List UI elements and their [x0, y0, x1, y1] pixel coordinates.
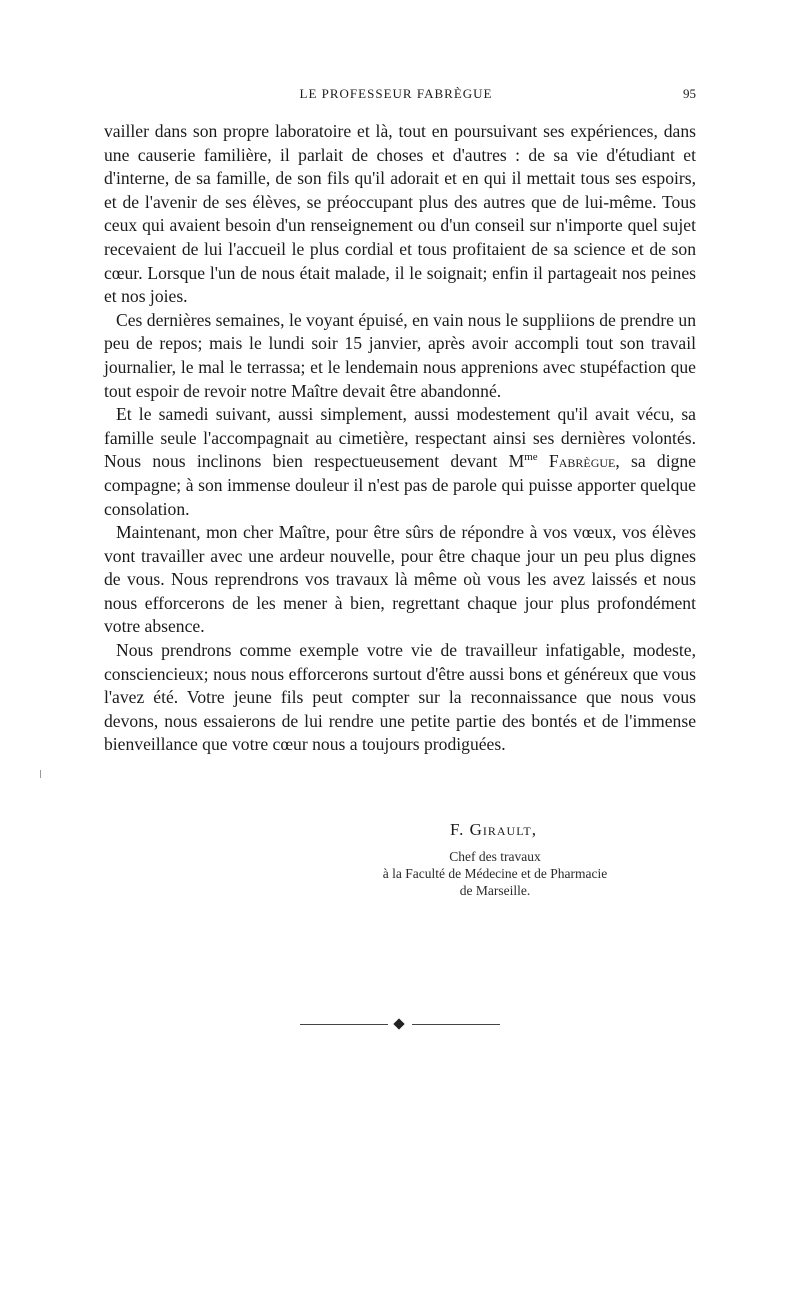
- ornament-rule-right: [412, 1024, 500, 1025]
- paragraph-4: Maintenant, mon cher Maître, pour être sûrs de répondre à vos vœux, vos élèves vont travailler avec une ardeur nouvelle, pour être chaque jour un peu plus dignes de vous. Nous reprendrons vos travaux là même où vous les avez laissés et nous nous efforcerons de les mener à bien, regrettant chaque jour plus profondément votre absence.: [104, 522, 696, 637]
- affiliation: [330, 848, 660, 899]
- affiliation-line-3: de Marseille.: [459, 883, 531, 898]
- ornament-rule-left: [300, 1024, 388, 1025]
- affiliation-line-1: Chef des travaux: [449, 849, 541, 864]
- affiliation-line-2: à la Faculté de Médecine et de Pharmacie: [382, 866, 608, 881]
- signature-initial: F.: [450, 820, 465, 839]
- end-ornament: [300, 1018, 500, 1032]
- margin-mark: [40, 770, 41, 778]
- diamond-icon: [393, 1018, 404, 1029]
- body-text: [104, 120, 696, 757]
- page-number: 95: [683, 86, 696, 101]
- name-fabregue: Fabrègue: [548, 451, 616, 472]
- paragraph-1: vailler dans son propre laboratoire et là, tout en poursuivant ses expériences, dans une causerie familière, il parlait de choses et d'autres : de sa vie d'étudiant et d'interne, de sa famille, de son fils qu'il adorait et en qui il mettait tous ses espoirs, et de l'avenir de ses élèves, se préoccupant plus des autres que de lui-même. Tous ceux qui avaient besoin d'un renseignement ou d'un conseil sur n'importe quel sujet recevaient de lui l'accueil le plus cordial et tous profitaient de sa science et de son cœur. Lorsque l'un de nous était malade, il le soignait; enfin il partageait nos peines et nos joies.: [104, 121, 696, 307]
- running-head: [96, 86, 696, 108]
- paragraph-5: Nous prendrons comme exemple votre vie de travailleur infatigable, modeste, consciencieux; nous nous efforcerons surtout d'être aussi bons et généreux que vous l'avez été. Votre jeune fils peut compter sur la reconnaissance que nous vous devons, nous essaierons de lui rendre une petite partie des bontés et de l'immense bienveillance que votre cœur nous a toujours prodiguées.: [104, 640, 696, 755]
- paragraph-3: Et le samedi suivant, aussi simplement, aussi modestement qu'il avait vécu, sa famille seule l'accompagnait au cimetière, respectant ainsi ses dernières volontés. Nous nous inclinons bien respectueusement devant $M^{me}$ Fabrègue, sa digne compagne; à son immense douleur il n'est pas de parole qui puisse apporter quelque consolation.: [104, 404, 696, 519]
- signature-name: Girault,: [469, 820, 538, 839]
- superscript-me: me: [524, 451, 538, 464]
- signature: [450, 820, 537, 840]
- running-title: LE PROFESSEUR FABRÈGUE: [299, 86, 493, 101]
- paragraph-2: Ces dernières semaines, le voyant épuisé, en vain nous le suppliions de prendre un peu de repos; mais le lundi soir 15 janvier, après avoir accompli tout son travail journalier, le mal le terrassa; et le lendemain nous apprenions avec stupéfaction que tout espoir de revoir notre Maître devait être abandonné.: [104, 309, 696, 401]
